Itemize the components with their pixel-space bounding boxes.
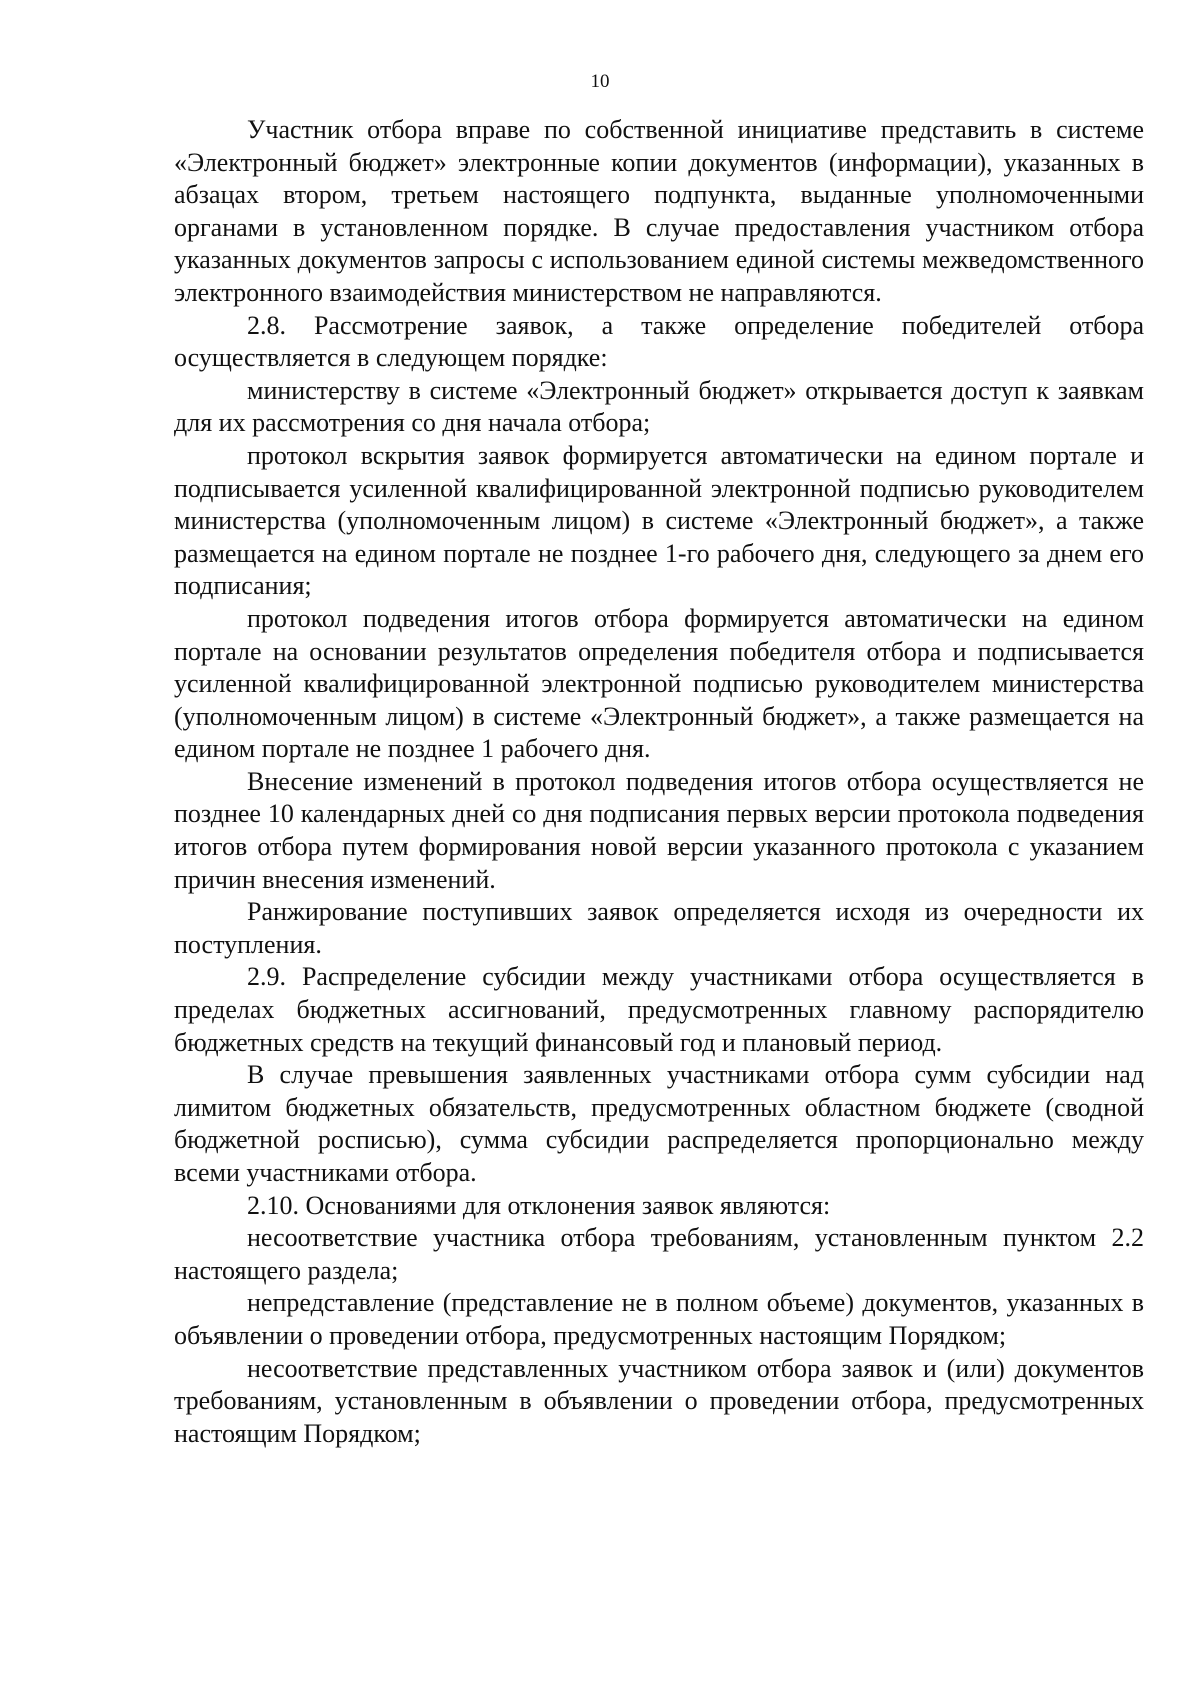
paragraph-access-to-applications: министерству в системе «Электронный бюджет» открывается доступ к заявкам для их рассмотрения со дня начала отбора; [174, 375, 1144, 438]
paragraph-opening-protocol: протокол вскрытия заявок формируется автоматически на едином портале и подписывается усиленной квалифицированной электронной подписью руководителем министерства (уполномоченным лицом) в системе «Электронный бюджет», а также размещается на едином портале не позднее 1-го рабочего дня, следующего за днем его подписания; [174, 440, 1144, 601]
paragraph-2-10-heading: 2.10. Основаниями для отклонения заявок являются: [247, 1190, 831, 1220]
paragraph-limit-exceeded: В случае превышения заявленных участниками отбора сумм субсидии над лимитом бюджетных обязательств, предусмотренных областном бюджете (сводной бюджетной росписью), сумма субсидии распределяется пропорционально между всеми участниками отбора. [174, 1060, 1144, 1187]
paragraph-protocol-changes: Внесение изменений в протокол подведения итогов отбора осуществляется не позднее 10 календарных дней со дня подписания первых версии протокола подведения итогов отбора путем формирования новой версии указанного протокола с указанием причин внесения изменений. [174, 766, 1144, 894]
paragraph-results-protocol: протокол подведения итогов отбора формируется автоматически на едином портале на основании результатов определения победителя отбора и подписывается усиленной квалифицированной электронной подписью руководителем министерства (уполномоченным лицом) в системе «Электронный бюджет», а также размещается на едином портале не позднее 1 рабочего дня. [174, 603, 1144, 764]
paragraph-ranking: Ранжирование поступивших заявок определяется исходя из очередности их поступления. [174, 897, 1144, 959]
paragraph-rejection-reason-1: несоответствие участника отбора требованиям, установленным пунктом 2.2 настоящего раздела; [174, 1223, 1144, 1285]
document-body [174, 114, 1144, 1450]
page-number: 10 [590, 71, 610, 92]
paragraph-electronic-copies: Участник отбора вправе по собственной инициативе представить в системе «Электронный бюджет» электронные копии документов (информации), указанных в абзацах втором, третьем настоящего подпункта, выданные уполномоченными органами в установленном порядке. В случае предоставления участником отбора указанных документов запросы с использованием единой системы межведомственного электронного взаимодействия министерством не направляются. [174, 115, 1144, 307]
paragraph-2-9-distribution: 2.9. Распределение субсидии между участниками отбора осуществляется в пределах бюджетных ассигнований, предусмотренных главному распорядителю бюджетных средств на текущий финансовый год и плановый период. [174, 962, 1144, 1057]
paragraph-rejection-reason-2: непредставление (представление не в полном объеме) документов, указанных в объявлении о проведении отбора, предусмотренных настоящим Порядком; [174, 1288, 1144, 1350]
paragraph-rejection-reason-3: несоответствие представленных участником отбора заявок и (или) документов требованиям, установленным в объявлении о проведении отбора, предусмотренных настоящим Порядком; [174, 1353, 1144, 1448]
paragraph-2-8-heading: 2.8. Рассмотрение заявок, а также определение победителей отбора осуществляется в следующем порядке: [174, 310, 1144, 373]
